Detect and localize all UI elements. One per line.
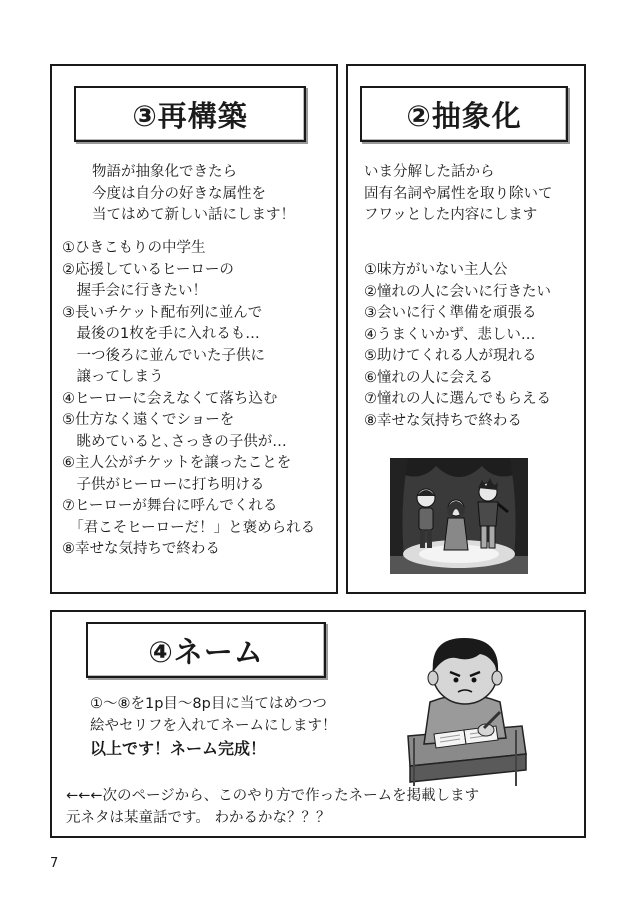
list-item: ⑥主人公がチケットを譲ったことを xyxy=(62,455,292,471)
intro-line: 今度は自分の好きな属性を xyxy=(92,185,266,202)
list-item: ⑥憧れの人に会える xyxy=(364,369,493,386)
list-item: 一つ後ろに並んでいた子供に xyxy=(62,347,265,364)
intro-line: ①〜⑧を1p目〜8p目に当てはめつつ xyxy=(90,696,327,712)
list-item: 最後の1枚を手に入れるも… xyxy=(62,326,260,342)
intro-text xyxy=(92,162,295,227)
stage-scene-icon xyxy=(390,458,528,574)
list-item: ⑤助けてくれる人が現れる xyxy=(364,348,537,364)
list-item: ⑧幸せな気持ちで終わる xyxy=(364,412,522,429)
list-item: ⑦ヒーローが舞台に呼んでくれる xyxy=(62,498,278,514)
list-item: ②応援しているヒーローの xyxy=(62,261,234,278)
list-item: ④ヒーローに会えなくて落ち込む xyxy=(62,390,278,407)
intro-line: フワッとした内容にします xyxy=(364,207,538,223)
intro-line: 固有名詞や属性を取り除いて xyxy=(364,185,553,202)
intro-text xyxy=(90,694,337,737)
panel-title-box xyxy=(86,622,326,678)
list-item: ①味方がいない主人公 xyxy=(364,262,508,278)
footer-text xyxy=(66,786,479,829)
list-item: 譲ってしまう xyxy=(62,369,164,385)
footer-line: ←←←次のページから、このやり方で作ったネームを掲載します xyxy=(66,788,480,804)
list-item: 「君こそヒーローだ！」と褒められる xyxy=(62,519,316,536)
list-item: ③長いチケット配布列に並んで xyxy=(62,304,263,321)
list-item: ③会いに行く準備を頑張る xyxy=(364,305,537,321)
completion-text: 以上です！ネーム完成！ xyxy=(90,739,267,758)
panel-reconstruct xyxy=(50,64,338,594)
list-item: 眺めていると､さっきの子供が… xyxy=(62,433,287,450)
intro-line: 当てはめて新しい話にします！ xyxy=(92,207,295,223)
list-item: ⑦憧れの人に選んでもらえる xyxy=(364,391,551,407)
boy-studying-icon xyxy=(400,626,530,790)
panel-abstract xyxy=(346,64,586,594)
abstract-steps-list xyxy=(364,260,551,432)
panel-title-box xyxy=(74,86,306,142)
intro-line: いま分解した話から xyxy=(364,164,495,180)
intro-line: 絵やセリフを入れてネームにします！ xyxy=(90,717,337,734)
intro-line: 物語が抽象化できたら xyxy=(92,164,237,180)
panel-title: ③再構築 xyxy=(132,98,248,133)
panel-name xyxy=(50,610,586,838)
footer-line: 元ネタは某童話です。 わかるかな？？？ xyxy=(66,809,331,826)
panel-title: ②抽象化 xyxy=(406,98,522,133)
list-item: 子供がヒーローに打ち明ける xyxy=(62,476,265,493)
list-item: ⑧幸せな気持ちで終わる xyxy=(62,541,220,557)
list-item: ④うまくいかず、悲しい… xyxy=(364,326,536,343)
list-item: ⑤仕方なく遠くでショーを xyxy=(62,412,235,428)
panel-title: ④ネーム xyxy=(148,634,264,669)
panel-title-box xyxy=(360,86,568,142)
list-item: ①ひきこもりの中学生 xyxy=(62,240,206,256)
page-number: 7 xyxy=(50,856,59,871)
story-steps-list xyxy=(62,238,315,561)
list-item: 握手会に行きたい！ xyxy=(62,283,207,299)
list-item: ②憧れの人に会いに行きたい xyxy=(364,283,551,300)
intro-text xyxy=(364,162,553,227)
